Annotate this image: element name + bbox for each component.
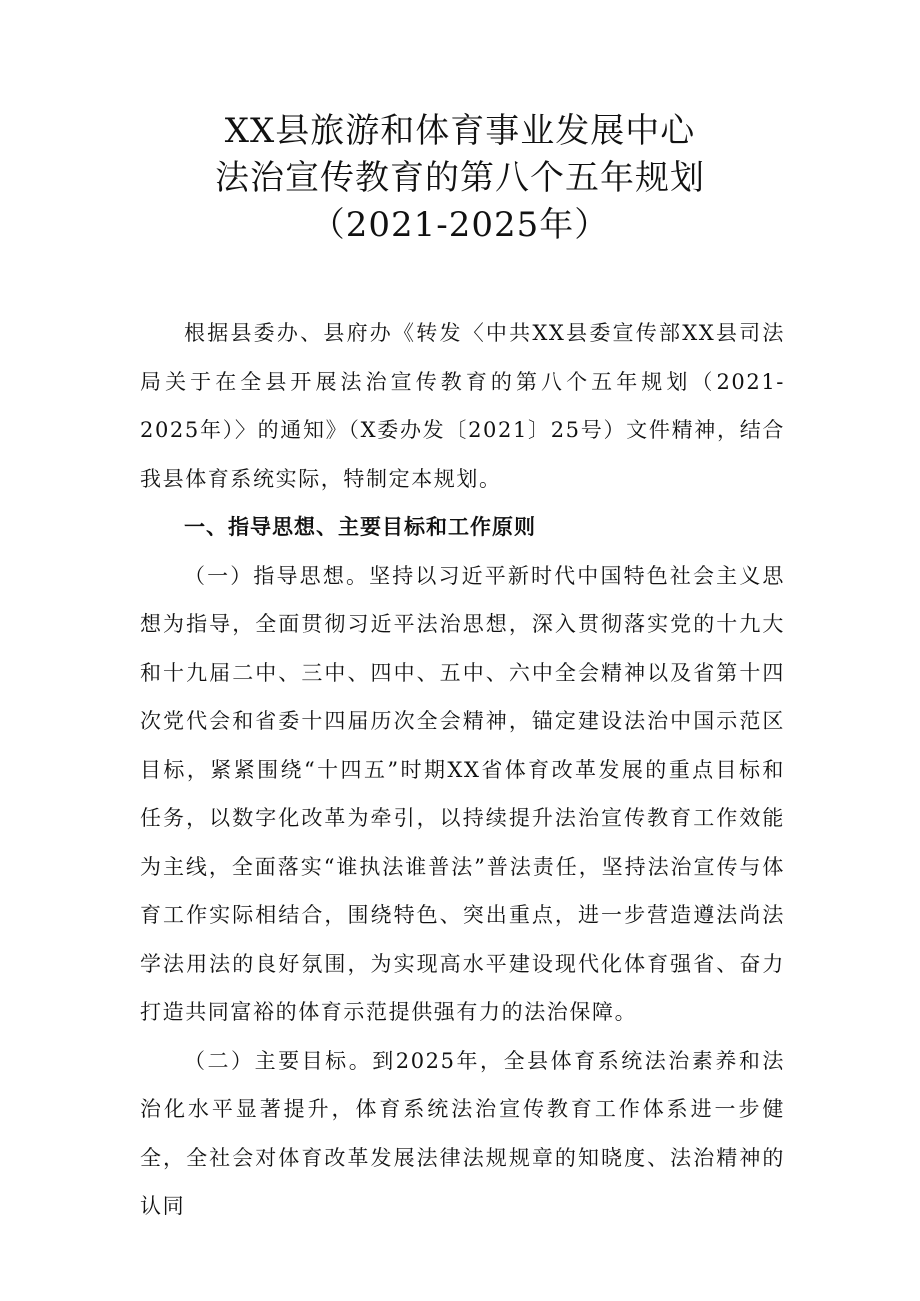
document-body: [140, 309, 785, 1231]
section-heading-1: 一、指导思想、主要目标和工作原则: [184, 515, 536, 539]
title-line-2: 法治宣传教育的第八个五年规划: [215, 158, 705, 198]
main-goals-paragraph: （二）主要目标。到2025年，全县体育系统法治素养和法治化水平显著提升，体育系统法治宣传教育工作体系进一步健全，全社会对体育改革发展法律法规规章的知晓度、法治精神的认同: [140, 1048, 785, 1218]
guiding-ideology-paragraph: （一）指导思想。坚持以习近平新时代中国特色社会主义思想为指导，全面贯彻习近平法治思想，深入贯彻落实党的十九大和十九届二中、三中、四中、五中、六中全会精神以及省第十四次党代会和省委十四届历次全会精神，锚定建设法治中国示范区目标，紧紧围绕“十四五”时期XX省体育改革发展的重点目标和任务，以数字化改革为牵引，以持续提升法治宣传教育工作效能为主线，全面落实“谁执法谁普法”普法责任，坚持法治宣传与体育工作实际相结合，围绕特色、突出重点，进一步营造遵法尚法学法用法的良好氛围，为实现高水平建设现代化体育强省、奋力打造共同富裕的体育示范提供强有力的法治保障。: [140, 563, 785, 1024]
document-title: [0, 108, 920, 249]
title-line-3: （2021-2025年）: [310, 205, 610, 245]
title-line-1: XX县旅游和体育事业发展中心: [224, 111, 696, 151]
intro-paragraph: 根据县委办、县府办《转发〈中共XX县委宣传部XX县司法局关于在全县开展法治宣传教育的第八个五年规划（2021-2025年）〉的通知》（X委办发〔2021〕25号）文件精神，结合我县体育系统实际，特制定本规划。: [140, 321, 785, 491]
